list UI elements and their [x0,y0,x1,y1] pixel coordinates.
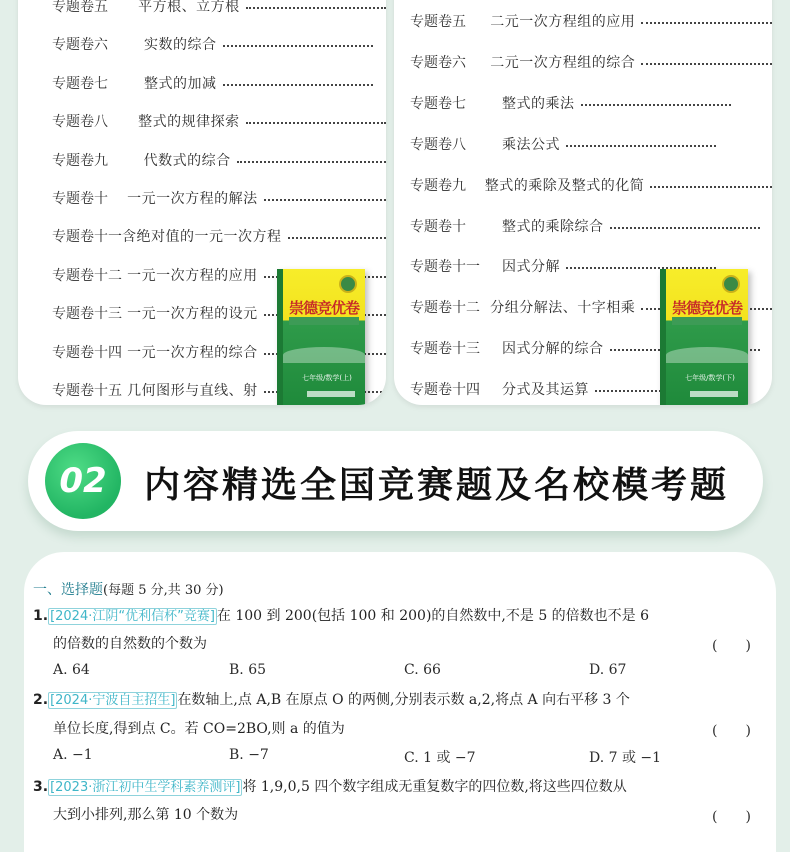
book-cover-right [660,269,748,405]
section-number-badge: 02 [45,443,121,519]
toc-item-title: 整式的乘除及整式的化简 [484,177,645,194]
book-spine [660,269,666,405]
toc-item [52,71,386,95]
section-heading: 内容精选全国竞赛题及名校模考题 [144,465,730,506]
toc-item [52,109,386,133]
toc-item [410,9,772,33]
toc-item-title: 平方根、立方根 [138,0,240,15]
toc-item-label: 专题卷十四 [410,382,480,399]
question-2-line-1 [33,689,630,709]
toc-item-title: 整式的规律探索 [138,114,240,131]
toc-item [52,224,386,248]
book-grade: 七年级/数学(上) [302,374,352,382]
toc-leader-dots [650,184,772,188]
question-text: 将 1,9,0,5 四个数字组成无重复数字的四位数,将这些四位数从 [242,779,627,795]
book-badge-icon [722,275,740,293]
question-2-line-2: 单位长度,得到点 C。若 CO=2BO,则 a 的值为 [53,721,345,737]
toc-item-label: 专题卷七 [410,95,466,112]
toc-item-title: 乘法公式 [502,136,560,153]
question-1-line-2: 的倍数的自然数的个数为 [53,636,207,652]
book-slogan-band [289,317,359,325]
toc-item-title: 一元一次方程的设元 [127,306,258,323]
toc-item [52,0,386,18]
toc-leader-dots [288,235,387,239]
question-text: 在数轴上,点 A,B 在原点 O 的两侧,分别表示数 a,2,将点 A 向右平移 3 个 [177,692,630,708]
toc-leader-dots [581,102,731,106]
toc-item-label: 专题卷十一 [52,229,122,246]
toc-item-label: 专题卷十四 [52,344,122,361]
toc-leader-dots [641,20,772,24]
book-spine [277,269,283,405]
option-a: A. 64 [53,662,90,678]
option-c: C. 66 [404,662,441,678]
answer-bracket: ( ) [712,723,751,739]
question-number: 1. [33,608,49,624]
question-source: [2024·宁波自主招生] [50,693,176,708]
book-title: 崇德竞优卷 [288,299,359,317]
toc-item-label: 专题卷十五 [52,383,122,399]
toc-item-title: 分式及其运算 [502,382,589,399]
toc-item-label: 专题卷十 [52,191,108,207]
toc-leader-dots [223,82,373,86]
toc-item-title: 代数式的综合 [143,152,231,169]
question-number: 2. [33,692,49,708]
toc-card-left [18,0,386,405]
toc-item-title: 整式的加减 [144,75,217,92]
toc-item [410,91,772,115]
toc-item-title: 含绝对值的一元一次方程 [122,229,282,246]
question-text: 在 100 到 200(包括 100 和 200)的自然数中,不是 5 的倍数也不是 6 [216,608,650,624]
toc-item-label: 专题卷十一 [410,259,480,276]
toc-item-title: 实数的综合 [144,37,217,54]
toc-leader-dots [641,61,772,65]
toc-item-title: 一元一次方程的解法 [127,191,258,207]
toc-leader-dots [566,143,716,147]
toc-item-title: 二元一次方程组的应用 [490,14,636,30]
toc-leader-dots [610,225,760,229]
toc-item-label: 专题卷十二 [52,267,122,284]
section-header [33,579,224,599]
toc-leader-dots [237,159,386,163]
option-d: D. 67 [589,662,627,678]
question-number: 3. [33,779,49,795]
option-b: B. 65 [229,662,267,678]
toc-item [410,173,772,197]
toc-item-label: 专题卷五 [52,0,108,15]
toc-leader-dots [246,5,386,9]
section-note: (每题 5 分,共 30 分) [103,583,224,598]
question-panel [24,552,776,852]
answer-bracket: ( ) [712,638,751,654]
toc-leader-dots [264,197,386,201]
question-source: [2023·浙江初中生学科素养测评] [50,780,241,795]
toc-item-label: 专题卷十三 [410,341,480,358]
toc-leader-dots [246,120,386,124]
toc-item [410,50,772,74]
answer-bracket: ( ) [712,809,751,825]
toc-item [52,32,386,56]
option-d: D. 7 或 −1 [589,750,662,766]
toc-item-label: 专题卷七 [52,75,108,92]
toc-item-label: 专题卷九 [52,152,108,169]
book-slogan-band [672,317,742,325]
book-title: 崇德竞优卷 [671,299,742,317]
question-source: [2024·江阴“优利信杯”竞赛] [50,609,215,624]
question-1-line-1 [33,605,649,625]
option-b: B. −7 [229,747,269,763]
toc-item-title: 因式分解 [502,259,560,276]
book-publisher-logo [690,391,738,397]
option-c: C. 1 或 −7 [404,750,476,766]
question-3-line-1 [33,776,627,796]
toc-item [410,132,772,156]
book-badge-icon [339,275,357,293]
toc-item [52,148,386,172]
toc-item-title: 几何图形与直线、射 [127,383,258,399]
toc-item-title: 二元一次方程组的综合 [490,54,636,71]
toc-item [52,186,386,210]
toc-item-title: 整式的乘法 [502,95,575,112]
book-publisher-logo [307,391,355,397]
section-title: 一、选择题 [33,582,103,598]
toc-item-label: 专题卷十三 [52,306,122,323]
question-3-line-2: 大到小排列,那么第 10 个数为 [53,807,239,823]
book-grade: 七年级/数学(下) [685,374,735,382]
toc-item-label: 专题卷八 [52,114,108,131]
toc-item-label: 专题卷十二 [410,300,480,317]
section-banner [28,431,763,531]
toc-item-label: 专题卷五 [410,14,466,30]
toc-item-label: 专题卷九 [410,177,466,194]
toc-item [410,214,772,238]
option-a: A. −1 [53,747,93,763]
toc-item-label: 专题卷六 [410,54,466,71]
toc-card-right [394,0,772,405]
toc-item-title: 一元一次方程的应用 [127,267,258,284]
toc-item-title: 一元一次方程的综合 [127,344,258,361]
toc-leader-dots [223,43,373,47]
toc-item-title: 整式的乘除综合 [502,218,604,235]
toc-item-label: 专题卷十 [410,218,466,235]
toc-item-label: 专题卷八 [410,136,466,153]
book-cover [277,269,365,405]
toc-item-label: 专题卷六 [52,37,108,54]
toc-item-title: 分组分解法、十字相乘 [490,300,636,317]
book-wave [666,347,748,363]
book-wave [283,347,365,363]
toc-item-title: 因式分解的综合 [502,341,604,358]
